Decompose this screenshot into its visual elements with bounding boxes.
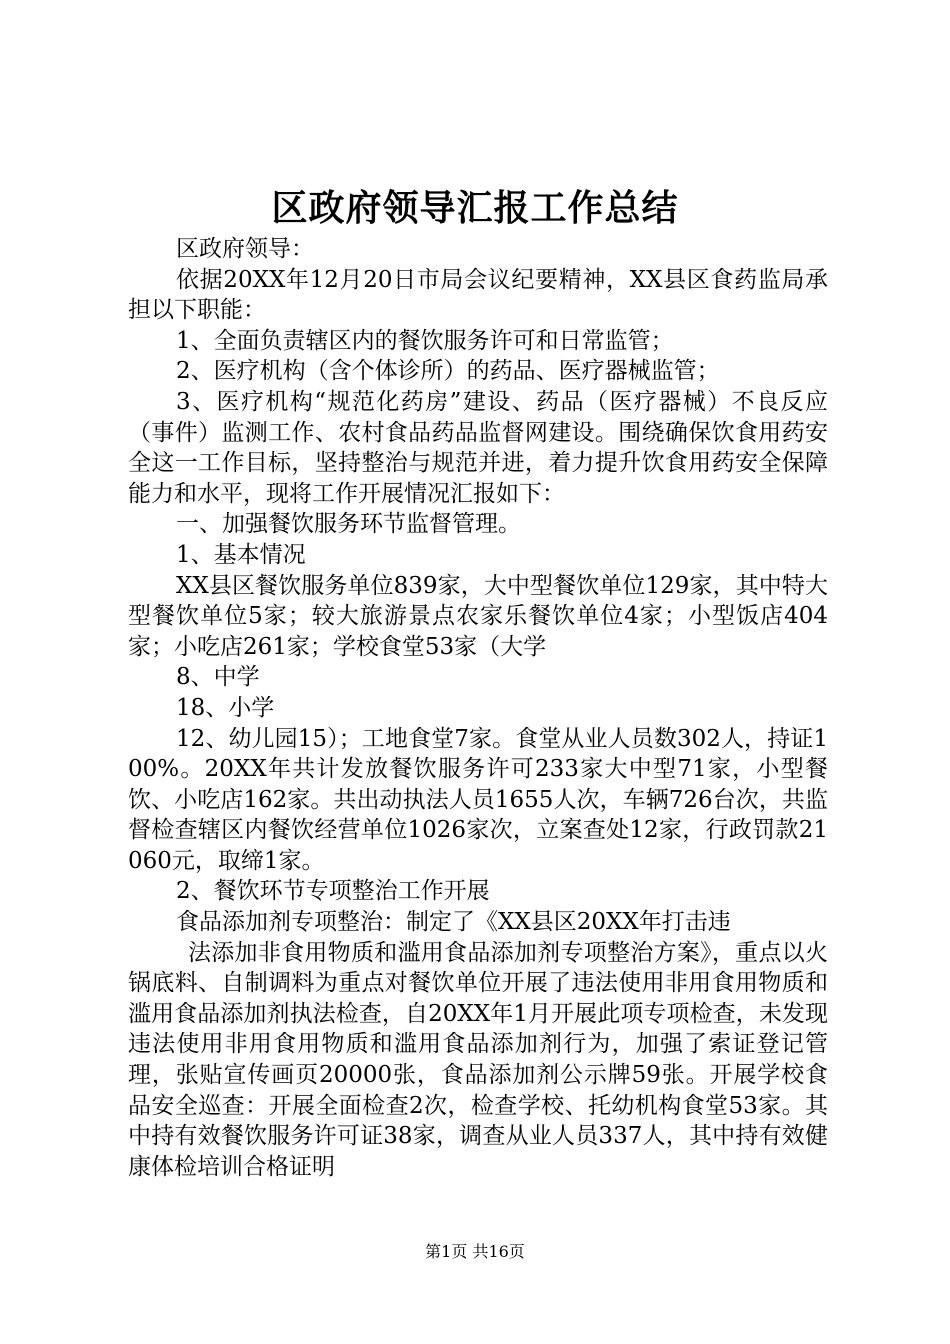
paragraph-salutation: 区政府领导： — [176, 236, 314, 262]
paragraph-additive-detail: 法添加非食用物质和滥用食品添加剂专项整治方案》，重点以火锅底料、自制调料为重点对餐饮单位开展了违法使用非用食用物质和滥用食品添加剂执法检查，自20XX年1月开展此项专项检查，未发现违法使用非用食用物质和滥用食品添加剂行为，加强了索证登记管理，张贴宣传画页20000张，食品添加剂公示牌59张。开展学校食品安全巡查：开展全面检查2次，检查学校、托幼机构食堂53家。其中持有效餐饮服务许可证38家，调查从业人员337人，其中持有效健康体检培训合格证明 — [128, 939, 828, 1180]
paragraph-additive-intro: 食品添加剂专项整治：制定了《XX县区20XX年打击违 — [176, 909, 731, 936]
paragraph-middle-school: 8、中学 — [176, 664, 260, 691]
paragraph-duty-2: 2、医疗机构（含个体诊所）的药品、医疗器械监管； — [176, 358, 720, 385]
paragraph-duty-3: 3、医疗机构“规范化药房”建设、药品（医疗器械）不良反应（事件）监测工作、农村食品药品监督网建设。围绕确保饮食用药安全这一工作目标，坚持整治与规范并进，着力提升饮食用药安全保障能力和水平，现将工作开展情况汇报如下： — [128, 388, 828, 507]
paragraph-statistics: 12、幼儿园15）；工地食堂7家。食堂从业人员数302人，持证100%。20XX年共计发放餐饮服务许可233家大中型71家，小型餐饮、小吃店162家。共出动执法人员1655人次，车辆726台次，共监督检查辖区内餐饮经营单位1026家次，立案查处12家，行政罚款21060元，取缔1家。 — [128, 725, 828, 874]
section-heading-1: 一、加强餐饮服务环节监督管理。 — [176, 511, 521, 538]
page-footer: 第1页 共16页 — [425, 1242, 525, 1261]
document-body — [128, 234, 828, 1182]
document-title: 区政府领导汇报工作总结 — [271, 187, 679, 229]
paragraph-intro: 依据20XX年12月20日市局会议纪要精神，XX县区食药监局承担以下职能： — [128, 266, 828, 324]
paragraph-basic-info: XX县区餐饮服务单位839家，大中型餐饮单位129家，其中特大型餐饮单位5家；较大旅游景点农家乐餐饮单位4家；小型饭店404家；小吃店261家；学校食堂53家（大学 — [128, 572, 828, 660]
paragraph-duty-1: 1、全面负责辖区内的餐饮服务许可和日常监管； — [176, 327, 674, 354]
paragraph-primary-school: 18、小学 — [176, 694, 275, 721]
subsection-heading-2: 2、餐饮环节专项整治工作开展 — [176, 878, 490, 905]
subsection-heading-1: 1、基本情况 — [176, 541, 306, 568]
